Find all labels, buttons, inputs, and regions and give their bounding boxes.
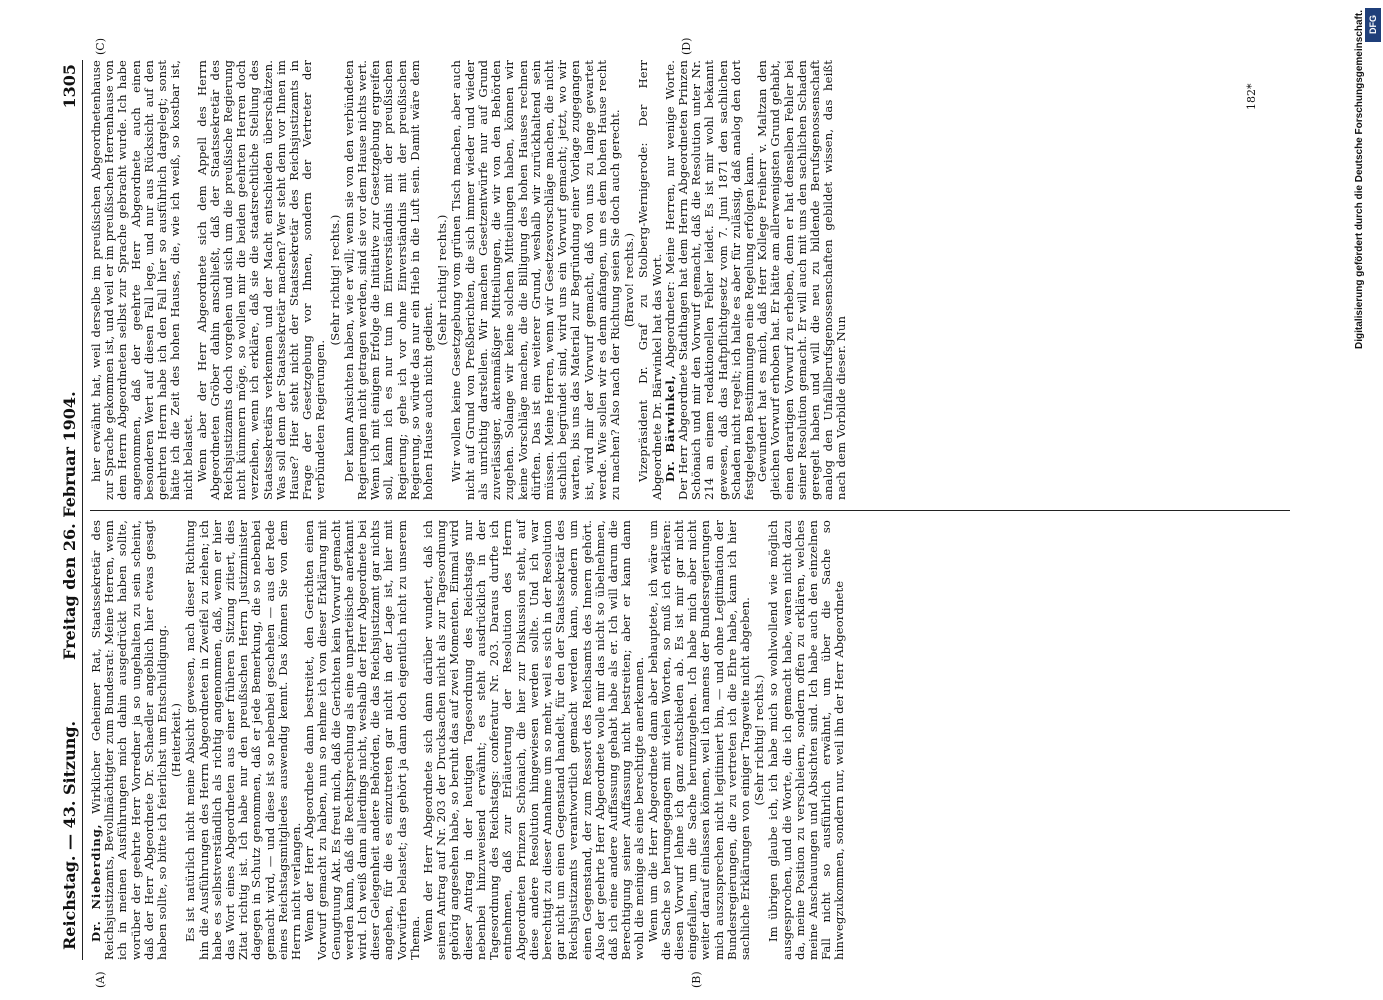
speaker-paragraph xyxy=(664,60,756,500)
paragraph: Vizepräsident Dr. Graf zu Stolberg-Wernigerode: Der Herr Abgeordnete Dr. Bärwinkel hat das Wort. xyxy=(636,60,664,500)
speaker-name: Dr. Nieberding, xyxy=(89,823,103,942)
marker-c: (C) xyxy=(94,38,107,55)
interjection: (Sehr richtig! rechts.) xyxy=(327,214,342,346)
page-number: 1305 xyxy=(60,64,79,109)
paragraph: Wir wollen keine Gesetzgebung vom grünen Tisch machen, aber auch nicht auf Grund von Preßberichten, die sich immer wieder und wieder als unrichtig darstellen. Wir machen Gesetzentwürfe nur auf Grund zuverlässiger, aktenmäßiger Mitteilungen, die wir von den Behörden zugehen. Solange wir keine solchen Mitteilungen haben, können wir keine Vorschläge machen, die die Billigung des hohen Hauses rechnen dürften. Das ist ein weiterer Grund, weshalb wir zurückhaltend sein müssen. Meine Herren, wenn wir Gesetzesvorschläge machen, die nicht sachlich begründet sind, wird uns ein Vorwurf gemacht; jetzt, wo wir warten, bis uns das Material zur Begründung einer Vorlage zugegangen ist, wird mir der Vorwurf gemacht, daß von uns zu lange gewartet werde. Wie sollen wir es denn anfangen, um es dem hohen Hause recht zu machen? Also nach der Richtung seien Sie doch auch gerecht. xyxy=(449,60,622,500)
column-right xyxy=(90,60,1300,500)
speech-text: Wirklicher Geheimer Rat, Staatssekretär des Reichsjustizamts, Bevollmächtigter zum Bundesrat: Meine Herren, wenn ich in meinen Ausführungen mich dahin ausgedrückt haben sollte, worüber der geehrte Herr Vorredner ja so ungehalten zu sein scheint, daß der Herr Abgeordnete Dr. Schaedler angeblich hier etwas gesagt haben sollte, so bitte ich feierlichst um Entschuldigung. xyxy=(89,520,170,960)
marker-d: (D) xyxy=(680,37,693,55)
rotated-page-content xyxy=(60,37,1310,988)
paragraph: Wenn aber der Herr Abgeordnete sich dem Appell des Herrn Abgeordneten Gröber dahin anschließt, daß der Staatssekretär des Reichsjustizamts doch vorgehen und sich um die preußische Regierung nicht kümmern möge, so wollen mir die beiden geehrten Herren doch verzeihen, wenn ich erkläre, daß sie die staatsrechtliche Stellung des Staatssekretärs verkennen und der Macht entschieden überschätzen. Was soll denn der Staatssekretär machen? Wer steht denn vor Ihnen im Hause? Hier steht nicht der Staatssekretär des Reichsjustizamts in Frage der Gesetzgebung vor Ihnen, sondern der Vertreter der verbündeten Regierungen. xyxy=(194,60,328,500)
speaker-name: Dr. Bärwinkel, xyxy=(662,374,677,482)
interjection: (Heiterkeit.) xyxy=(169,702,184,778)
paragraph: Im übrigen glaube ich, ich habe mich so wohlwollend wie möglich ausgesprochen, und die Worte, die ich gemacht habe, waren nicht dazu da, meine Position zu verschleiern, sondern offen zu erklären, welches meine Anschauungen und Absichten sind. Ich habe auch den einzelnen Fall nicht so ausführlich erwähnt, um über die Sache so hinwegzukommen, sondern nur, weil ihn der Herr Abgeordnete xyxy=(766,520,847,960)
interjection: (Bravo! rechts.) xyxy=(622,232,637,328)
column-left xyxy=(90,520,1300,960)
paragraph: Wenn der Herr Abgeordnete dann bestreitet, den Gerichten einen Vorwurf gemacht zu haben, nun so nehme ich von dieser Erklärung mit Genugtuung Akt. Es freut mich, daß die Gerichten kein Vorwurf gemacht werden kann, daß die Rechtsprechung als eine unparteiische anerkannt wird. Ich weiß dann allerdings nicht, weshalb der Herr Abgeordnete bei dieser Gelegenheit andere Behörden, die das Reichsjustizamt gar nichts angehen, für die es einzutreten gar nicht in der Lage ist, hier mit Vorwürfen belastet; das gehört ja dann doch eigentlich nicht zu unserem Thema. xyxy=(302,520,422,960)
credit-text: Digitalisierung gefördert durch die Deutsche Forschungsgemeinschaft. xyxy=(1354,10,1365,349)
marker-a: (A) xyxy=(94,971,107,988)
page-header xyxy=(60,60,82,960)
dfg-logo: DFG xyxy=(1365,8,1381,42)
paragraph: Der kann Ansichten haben, wie er will; wenn sie von den verbündeten Regierungen nicht getragen werden, sind sie vor dem Hause nichts wert. Wenn ich mit einigem Erfolge die Initiative zur Gesetzgebung ergreifen soll, kann ich es nur tun im Einverständnis mit der preußischen Regierung; gehe ich vor ohne Einverständnis mit der preußischen Regierung, so würde das nur ein Hieb in die Luft sein. Damit wäre dem hohen Hause auch nicht gedient. xyxy=(341,60,436,500)
interjection: (Sehr richtig! rechts.) xyxy=(752,674,767,806)
speech-text: Abgeordneter: Meine Herren, nur wenige Worte. Der Herr Abgeordnete Stadthagen hat dem Herrn Abgeordneten Prinzen Schönaich und mir den Vorwurf gemacht, daß die Resolution unter Nr. 214 an einem redaktionellen Fehler leidet. Es ist mir wohl bekannt gewesen, daß das Haftpflichtgesetz vom 7. Juni 1871 den sachlichen Schaden nicht regelt; ich halte es aber für zulässig, daß analog den dort festgelegten Bestimmungen eine Regelung erfolgen kann. xyxy=(662,60,756,500)
digitization-credit xyxy=(1352,10,1372,1000)
paragraph: Wenn der Herr Abgeordnete sich dann darüber wundert, daß ich seinen Antrag auf Nr. 203 der Drucksachen nicht als zur Tagesordnung gehörig angesehen habe, so beruht das auf zwei Momenten. Einmal wird dieser Antrag in der heutigen Tagesordnung des Reichstags nur nebenbei hinzuweisend erwähnt; es steht ausdrücklich in der Tagesordnung des Reichstags: conferatur Nr. 203. Daraus durfte ich entnehmen, daß zur Erläuterung der Resolution des Herrn Abgeordneten Prinzen Schönaich, die hier zur Diskussion steht, auf diese andere Resolution hingewiesen werden sollte. Und ich war berechtigt zu dieser Annahme um so mehr, weil es sich in der Resolution gar nicht um einen Gegenstand handelt, für den der Staatssekretär des Reichsjustizamts verantwortlich gemacht werden kann, sondern um einen Gegenstand, der zum Ressort des Reichsamts des Innern gehört. Also der geehrte Herr Abgeordnete wolle mir das nicht so übelnehmen, daß ich eine andere Auffassung gehabt habe als er. Ich will darum die Berechtigung seiner Auffassung nicht bestreiten; aber er kann dann wohl die meinige als eine berechtigte anerkennen. xyxy=(421,520,647,960)
speaker-paragraph xyxy=(90,520,169,960)
paragraph: hier erwähnt hat, weil derselbe im preußischen Abgeordnetenhause zur Sprache gekommen ist, und weil er im preußischen Herrenhause von dem Herrn Abgeordneten selbst zur Sprache gebracht wurde. Ich habe angenommen, daß der geehrte Herr Abgeordnete auch einen besonderen Wert auf diesen Fall lege, und nur aus Rücksicht auf den geehrten Herrn habe ich den Fall hier so ausführlich dargelegt; sonst hätte ich die Zeit des hohen Hauses, die, wie ich weiß, so kostbar ist, nicht belastet. xyxy=(89,60,196,500)
column-divider xyxy=(90,510,1290,511)
footer-mark: 182* xyxy=(1245,83,1258,110)
paragraph: Gewundert hat es mich, daß Herr Kollege Freiherr v. Maltzan den gleichen Vorwurf erhoben hat. Er hätte am allerwenigsten Grund gehabt, einen derartigen Vorwurf zu erheben, denn er hat denselben Fehler bei seiner Resolution gemacht. Er will auch mit uns den sachlichen Schaden geregelt haben und will die neu zu bildende Berufsgenossenschaft analog den Unfallberufsgenossenschaften gebildet wissen, das heißt nach dem Vorbilde dieser. Nun xyxy=(755,60,849,500)
paragraph: Es ist natürlich nicht meine Absicht gewesen, nach dieser Richtung hin die Ausführungen des Herrn Abgeordneten in Zweifel zu ziehen; ich habe es selbstverständlich als richtig angenommen, daß, wenn er hier das Wort eines Abgeordneten aus einer früheren Sitzung zitiert, dies Zitat richtig ist. Ich habe nur den preußischen Herrn Justizminister dagegen in Schutz genommen, daß er jede Bemerkung, die so nebenbei gemacht wird, — und diese ist so nebenbei geschehen — aus der Rede eines Reichstagsmitgliedes auswendig kennt. Das können Sie von dem Herrn nicht verlangen. xyxy=(183,520,304,960)
header-left: Reichstag. — 43. Sitzung. xyxy=(60,720,79,950)
header-date: Freitag den 26. Februar 1904. xyxy=(60,391,79,660)
header-rule xyxy=(82,60,83,960)
interjection: (Sehr richtig! rechts.) xyxy=(435,214,450,346)
marker-b: (B) xyxy=(690,971,703,988)
paragraph: Wenn um die Herr Abgeordnete dann aber behauptete, ich wäre um die Sache so herumgegangen mit vielen Worten, so muß ich erklären: diesen Vorwurf lehne ich ganz entschieden ab. Es ist mir gar nicht eingefallen, um die Sache herumzugehen. Ich habe mich aber nicht weiter darauf einlassen können, weil ich namens der Bundesregierungen mich auszusprechen nicht legitimiert bin, — und ohne Legitimation der Bundesregierungen, die zu vertreten ich die Ehre habe, kann ich hier sachliche Erklärungen von einiger Tragweite nicht abgeben. xyxy=(645,520,752,960)
